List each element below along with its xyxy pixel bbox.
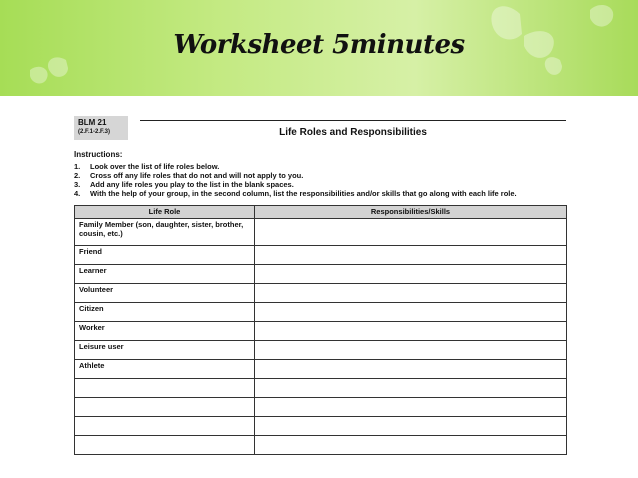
worksheet: [70, 108, 570, 448]
header-life-role: Life Role: [75, 206, 255, 219]
life-role-cell[interactable]: [75, 436, 255, 455]
blm-code: BLM 21: [78, 118, 107, 127]
life-role-cell: Friend: [75, 246, 255, 265]
heading-rule: [140, 120, 566, 121]
instruction-text: Cross off any life roles that do not and will not apply to you.: [90, 171, 304, 180]
responsibilities-cell[interactable]: [255, 284, 567, 303]
instruction-text: Add any life roles you play to the list in the blank spaces.: [90, 180, 294, 189]
life-role-cell: Leisure user: [75, 341, 255, 360]
life-role-cell[interactable]: [75, 417, 255, 436]
instructions-title: Instructions:: [74, 150, 123, 159]
responsibilities-cell[interactable]: [255, 219, 567, 246]
instruction-number: 4.: [74, 189, 81, 198]
instruction-item: [74, 162, 566, 171]
table-row: [75, 265, 567, 284]
header-responsibilities: Responsibilities/Skills: [255, 206, 567, 219]
instruction-item: [74, 180, 566, 189]
life-role-cell: Volunteer: [75, 284, 255, 303]
responsibilities-cell[interactable]: [255, 398, 567, 417]
instruction-item: [74, 189, 566, 198]
life-role-cell: Worker: [75, 322, 255, 341]
instruction-number: 3.: [74, 180, 81, 189]
responsibilities-cell[interactable]: [255, 379, 567, 398]
green-banner: [0, 0, 638, 96]
life-role-cell: Family Member (son, daughter, sister, brother, cousin, etc.): [75, 219, 255, 246]
table-row: [75, 379, 567, 398]
blm-code-sub: (2.F.1-2.F.3): [78, 129, 111, 135]
life-role-cell: Athlete: [75, 360, 255, 379]
responsibilities-cell[interactable]: [255, 360, 567, 379]
instructions-list: [74, 162, 566, 198]
responsibilities-cell[interactable]: [255, 341, 567, 360]
responsibilities-cell[interactable]: [255, 417, 567, 436]
table-row: [75, 284, 567, 303]
table-row: [75, 436, 567, 455]
slide-title: Worksheet 5minutes: [173, 30, 465, 60]
life-roles-table: [74, 205, 567, 455]
table-row: [75, 417, 567, 436]
instruction-text: Look over the list of life roles below.: [90, 162, 220, 171]
table-row: [75, 360, 567, 379]
table-header-row: [75, 206, 567, 219]
table-row: [75, 341, 567, 360]
instruction-number: 2.: [74, 171, 81, 180]
responsibilities-cell[interactable]: [255, 303, 567, 322]
responsibilities-cell[interactable]: [255, 246, 567, 265]
instruction-number: 1.: [74, 162, 81, 171]
life-role-cell[interactable]: [75, 379, 255, 398]
life-role-cell: Citizen: [75, 303, 255, 322]
table-row: [75, 246, 567, 265]
instruction-item: [74, 171, 566, 180]
table-row: [75, 398, 567, 417]
responsibilities-cell[interactable]: [255, 265, 567, 284]
table-row: [75, 303, 567, 322]
instruction-text: With the help of your group, in the second column, list the responsibilities and/or skills that go along with each life role.: [90, 189, 517, 198]
responsibilities-cell[interactable]: [255, 322, 567, 341]
table-row: [75, 322, 567, 341]
table-row: [75, 219, 567, 246]
life-role-cell[interactable]: [75, 398, 255, 417]
worksheet-heading: Life Roles and Responsibilities: [279, 127, 427, 138]
blm-code-box: [74, 116, 128, 140]
responsibilities-cell[interactable]: [255, 436, 567, 455]
life-role-cell: Learner: [75, 265, 255, 284]
